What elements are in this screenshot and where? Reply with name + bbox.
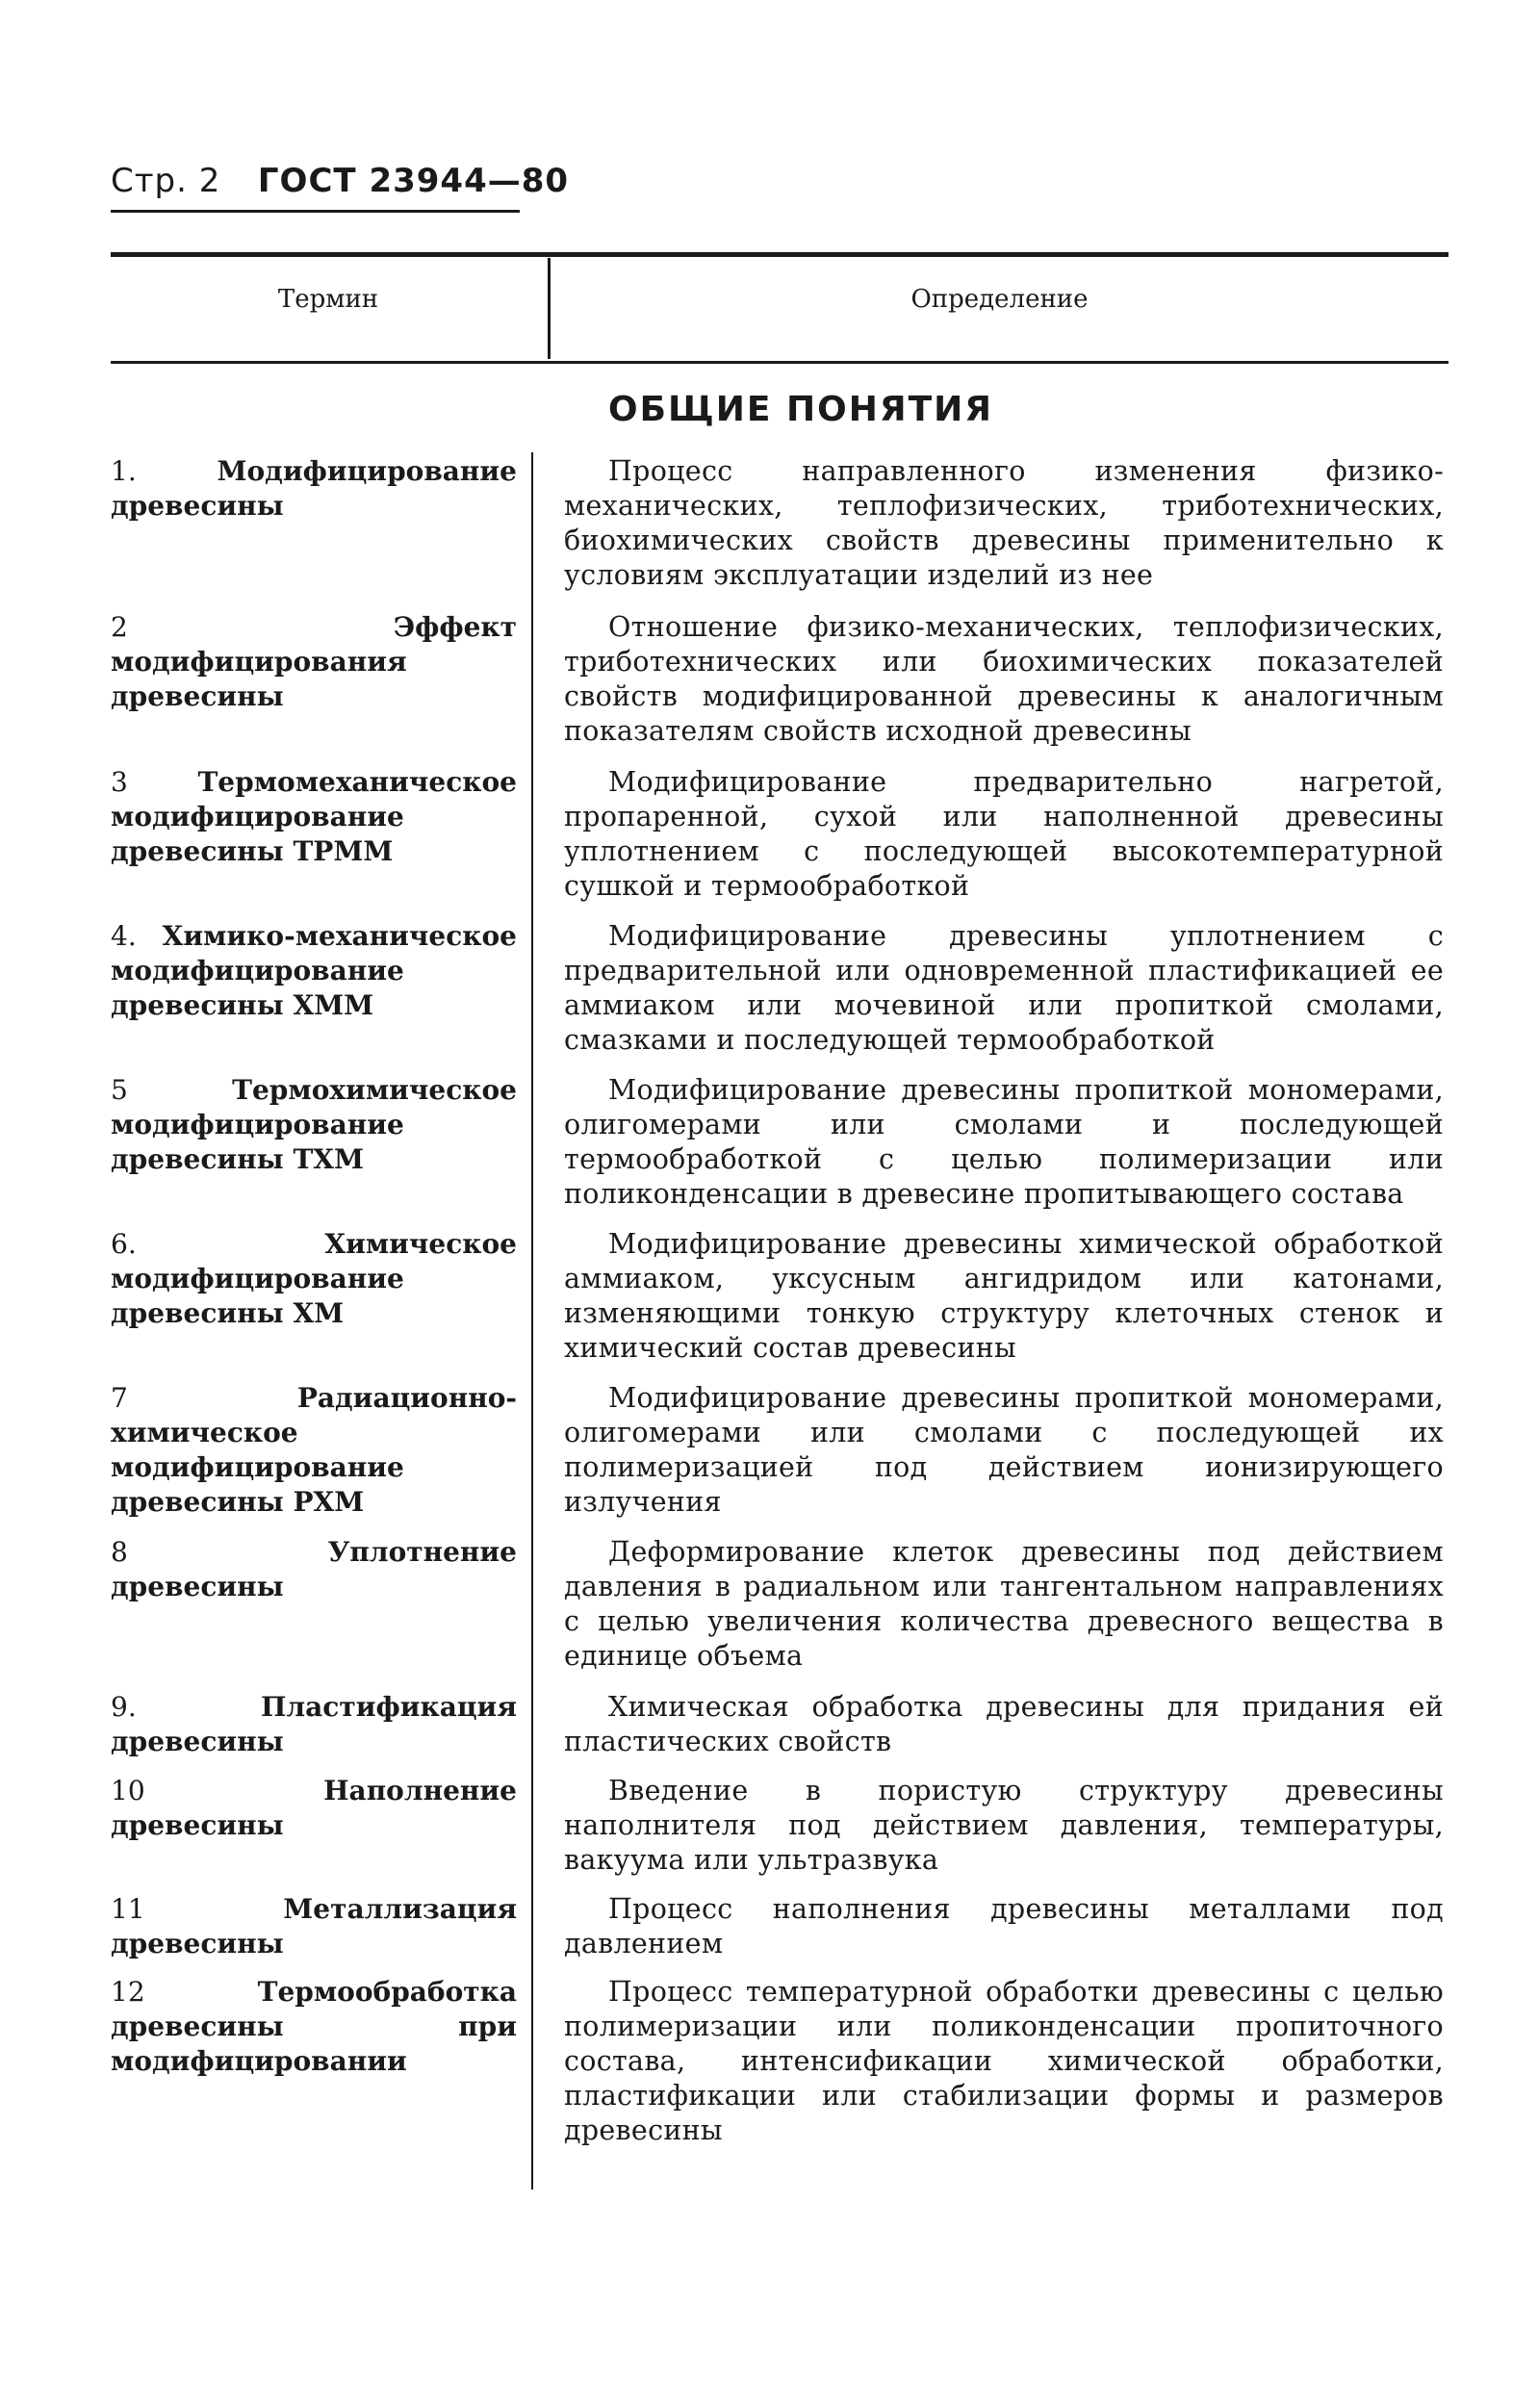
page-header bbox=[111, 162, 569, 200]
term-number: 6. bbox=[111, 1228, 137, 1260]
definition-5: Модифицирование древесины пропиткой мономерами, олигомерами или смолами и последующей термообработкой с целью полимеризации или поликонденсации в древесине пропитывающего состава bbox=[564, 1074, 1444, 1210]
term-text: Наполнение древесины bbox=[111, 1775, 517, 1841]
term-number: 12 bbox=[111, 1976, 145, 2008]
term-number: 9. bbox=[111, 1691, 137, 1723]
body-column-divider bbox=[531, 452, 533, 2190]
term-text: Радиационно-химическое модифицирование древесины РХМ bbox=[111, 1382, 517, 1518]
term-8 bbox=[111, 1535, 517, 1604]
definition-8: Деформирование клеток древесины под действием давления в радиальном или тангентальном направлениях с целью увеличения количества древесного вещества в единице объема bbox=[564, 1536, 1444, 1672]
term-number: 4. bbox=[111, 920, 137, 952]
term-text: Эффект модифицирования древесины bbox=[111, 611, 517, 712]
term-number: 5 bbox=[111, 1074, 128, 1106]
term-number: 11 bbox=[111, 1893, 145, 1925]
table-head-rule bbox=[111, 361, 1448, 364]
definition-2: Отношение физико-механических, теплофизических, триботехнических или биохимических показателей свойств модифицированной древесины к аналогичным показателям свойств исходной древесины bbox=[564, 611, 1444, 747]
term-text: Пластификация древесины bbox=[111, 1691, 517, 1757]
term-text: Термомеханическое модифицирование древесины ТРММ bbox=[111, 766, 517, 867]
term-6 bbox=[111, 1227, 517, 1331]
column-header-term: Термин bbox=[277, 285, 379, 314]
term-11 bbox=[111, 1892, 517, 1961]
term-text: Химико-механическое модифицирование древесины ХММ bbox=[111, 920, 517, 1021]
term-3 bbox=[111, 765, 517, 869]
definition-11: Процесс наполнения древесины металлами под давлением bbox=[564, 1893, 1444, 1960]
term-10 bbox=[111, 1774, 517, 1843]
term-1 bbox=[111, 454, 517, 524]
table-top-rule bbox=[111, 252, 1448, 257]
term-text: Уплотнение древесины bbox=[111, 1536, 517, 1602]
definition-1: Процесс направленного изменения физико-механических, теплофизических, триботехнических, биохимических свойств древесины применительно к условиям эксплуатации изделий из нее bbox=[564, 455, 1444, 591]
term-number: 7 bbox=[111, 1382, 128, 1414]
term-text: Термообработка древесины при модифицировании bbox=[111, 1976, 517, 2077]
definition-10: Введение в пористую структуру древесины наполнителя под действием давления, температуры, вакуума или ультразвука bbox=[564, 1775, 1444, 1876]
definition-4: Модифицирование древесины уплотнением с предварительной или одновременной пластификацией ее аммиаком или мочевиной или пропиткой смолами, смазками и последующей термообработкой bbox=[564, 920, 1444, 1056]
page-number: Стр. 2 bbox=[111, 162, 221, 200]
term-number: 2 bbox=[111, 611, 128, 643]
header-underline bbox=[111, 210, 520, 213]
term-number: 8 bbox=[111, 1536, 128, 1568]
term-4 bbox=[111, 919, 517, 1023]
section-title: ОБЩИЕ ПОНЯТИЯ bbox=[608, 390, 994, 429]
term-number: 3 bbox=[111, 766, 128, 798]
definition-12: Процесс температурной обработки древесины с целью полимеризации или поликонденсации пропиточного состава, интенсификации химической обработки, пластификации или стабилизации формы и размеров древесины bbox=[564, 1976, 1444, 2146]
standard-code: ГОСТ 23944—80 bbox=[257, 162, 570, 200]
definition-9: Химическая обработка древесины для придания ей пластических свойств bbox=[564, 1691, 1444, 1757]
definition-3: Модифицирование предварительно нагретой, пропаренной, сухой или наполненной древесины уплотнением с последующей высокотемпературной сушкой и термообработкой bbox=[564, 766, 1444, 902]
term-text: Модифицирование древесины bbox=[111, 455, 517, 522]
term-7 bbox=[111, 1381, 517, 1520]
term-number: 1. bbox=[111, 455, 137, 487]
term-5 bbox=[111, 1073, 517, 1177]
definition-7: Модифицирование древесины пропиткой мономерами, олигомерами или смолами с последующей их полимеризацией под действием ионизирующего излучения bbox=[564, 1382, 1444, 1518]
term-text: Термохимическое модифицирование древесины ТХМ bbox=[111, 1074, 517, 1175]
term-text: Химическое модифицирование древесины ХМ bbox=[111, 1228, 517, 1329]
column-header-definition: Определение bbox=[910, 285, 1089, 314]
term-12 bbox=[111, 1975, 517, 2079]
term-text: Металлизация древесины bbox=[111, 1893, 517, 1960]
term-9 bbox=[111, 1690, 517, 1759]
definition-6: Модифицирование древесины химической обработкой аммиаком, уксусным ангидридом или катонами, изменяющими тонкую структуру клеточных стенок и химический состав древесины bbox=[564, 1228, 1444, 1364]
term-number: 10 bbox=[111, 1775, 145, 1806]
term-2 bbox=[111, 610, 517, 714]
